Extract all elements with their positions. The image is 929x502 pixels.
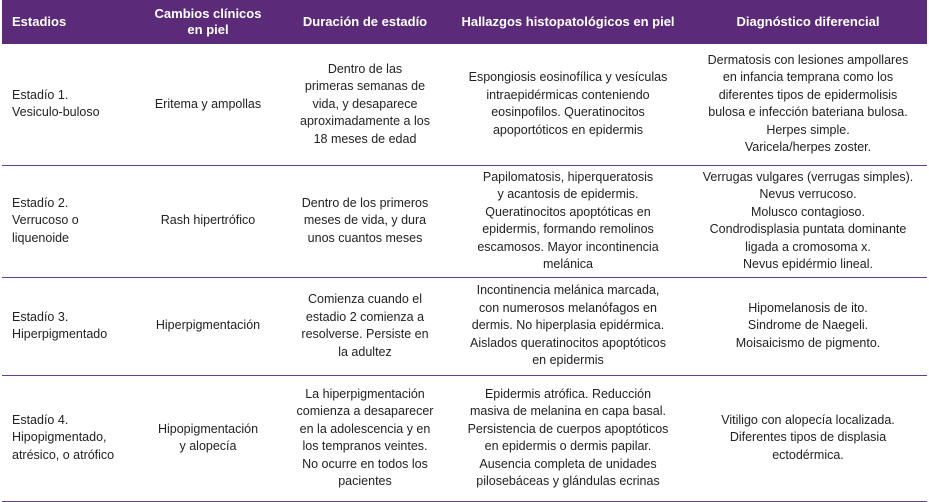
cell-line: Ausencia completa de unidades	[479, 456, 657, 471]
cell-line: comienza a desaparecer	[296, 404, 434, 418]
cell-line: Papilomatosis, hiperqueratosis	[482, 169, 654, 184]
header-hallazgos	[447, 0, 689, 44]
cell-stage	[2, 375, 133, 501]
cell-line: Espongiosis eosinofílica y vesículas	[468, 70, 668, 85]
cell-line: en epidermis o dermis papilar.	[484, 439, 652, 453]
cell-line: Condrodisplasia puntata dominante	[709, 222, 907, 236]
cell-line: Verrugas vulgares (verrugas simples).	[702, 169, 914, 184]
cell-line: primeras semanas de	[304, 79, 426, 93]
cell-findings	[447, 165, 689, 277]
cell-line: escamosos. Mayor incontinencia	[477, 239, 659, 254]
table-row	[2, 44, 927, 165]
header-line: Cambios clínicos	[154, 6, 262, 21]
cell-line: Nevus epidérmio lineal.	[743, 257, 873, 271]
cell-line: Diferentes tipos de displasia	[729, 430, 887, 445]
cell-line: meses de vida, y dura	[303, 213, 427, 228]
cell-line: Molusco contagioso.	[751, 204, 865, 219]
cell-stage	[2, 44, 133, 165]
cell-line: Estadío 3.	[12, 309, 69, 324]
cell-line: intraepidérmicas conteniendo	[486, 87, 650, 102]
header-cambios-clinicos	[133, 0, 283, 44]
cell-line: Queratinocitos apoptóticas en	[485, 204, 651, 219]
cell-line: Nevus verrucoso.	[759, 187, 857, 201]
cell-changes	[133, 165, 283, 277]
header-line: en piel	[187, 22, 229, 37]
cell-line: eosinpofilos. Queratinocitos	[491, 105, 645, 120]
cell-differential	[689, 165, 927, 277]
cell-stage	[2, 165, 133, 277]
header-line: Estadios	[12, 14, 67, 29]
cell-line: diferentes tipos de epidermolisis	[718, 87, 898, 102]
cell-line: vida, y desaparece	[312, 96, 418, 111]
cell-line: Hipopigmentado,	[12, 430, 107, 445]
cell-line: melánica	[542, 257, 594, 271]
cell-line: ligada a cromosoma x.	[745, 239, 871, 254]
cell-duration	[283, 44, 447, 165]
cell-line: No ocurre en todos los	[302, 456, 428, 471]
cell-line: la adultez	[338, 344, 392, 359]
stages-table	[2, 0, 927, 502]
cell-differential	[689, 375, 927, 501]
cell-findings	[447, 277, 689, 375]
cell-line: Dermatosis con lesiones ampollares	[707, 52, 909, 67]
cell-line: La hiperpigmentación	[305, 386, 425, 401]
header-line: Hallazgos histopatológicos en piel	[461, 14, 675, 29]
cell-line: Hipomelanosis de ito.	[748, 300, 868, 315]
cell-line: Aislados queratinocitos apoptóticos	[470, 335, 666, 350]
cell-line: Dentro de los primeros	[301, 195, 429, 210]
cell-line: con numerosos melanófagos en	[479, 300, 657, 315]
cell-stage	[2, 277, 133, 375]
cell-duration	[283, 165, 447, 277]
cell-duration	[283, 375, 447, 501]
cell-line: Estadío 1.	[12, 87, 69, 102]
cell-line: Estadío 4.	[12, 412, 69, 427]
cell-line: Hiperpigmentación	[155, 318, 261, 333]
cell-line: Verrucoso o	[12, 213, 79, 228]
cell-line: unos cuantos meses	[307, 230, 423, 245]
cell-line: Moisaicismo de pigmento.	[735, 335, 881, 350]
cell-line: en la adolescencia y en	[299, 421, 431, 436]
cell-line: pilosebáceas y glándulas ecrinas	[476, 474, 660, 488]
cell-findings	[447, 375, 689, 501]
cell-line: aproximadamente a los	[300, 114, 430, 128]
cell-line: 18 meses de edad	[313, 131, 417, 146]
cell-line: Dentro de las	[327, 61, 403, 76]
cell-line: apoportóticos en epidermis	[492, 122, 644, 137]
header-line: Diagnóstico diferencial	[736, 14, 880, 29]
cell-line: dermis. No hiperplasia epidérmica.	[471, 318, 665, 333]
cell-line: y alopecía	[179, 439, 237, 453]
cell-line: Persistencia de cuerpos apoptóticos	[467, 421, 669, 436]
cell-line: Eritema y ampollas	[154, 96, 262, 111]
cell-line: Varicela/herpes zoster.	[744, 140, 872, 155]
cell-duration	[283, 277, 447, 375]
cell-line: masiva de melanina en capa basal.	[470, 404, 666, 418]
cell-line: Sindrome de Naegeli.	[747, 318, 869, 333]
header-duracion	[283, 0, 447, 44]
cell-line: Estadío 2.	[12, 195, 69, 210]
cell-line: epidermis, formando remolinos	[482, 222, 654, 236]
cell-line: pacientes	[338, 474, 392, 488]
cell-line: Vesiculo-buloso	[12, 105, 100, 120]
header-line: Duración de estadío	[302, 14, 428, 29]
cell-changes	[133, 375, 283, 501]
cell-line: atrésico, o atrófico	[12, 447, 115, 462]
cell-line: Rash hipertrófico	[160, 213, 256, 228]
table-row	[2, 375, 927, 501]
table-header-row	[2, 0, 927, 44]
cell-line: estadio 2 comienza a	[305, 309, 425, 324]
cell-line: y acantosis de epidermis.	[497, 187, 639, 201]
cell-line: Comienza cuando el	[308, 292, 422, 306]
cell-changes	[133, 277, 283, 375]
cell-line: ectodérmica.	[772, 447, 844, 462]
cell-line: bulosa e infección bateriana bulosa.	[708, 105, 908, 120]
cell-line: liquenoide	[12, 230, 69, 245]
cell-line: Vitiligo con alopecía localizada.	[721, 412, 895, 427]
cell-differential	[689, 277, 927, 375]
header-diagnostico	[689, 0, 927, 44]
cell-differential	[689, 44, 927, 165]
cell-findings	[447, 44, 689, 165]
cell-line: Incontinencia melánica marcada,	[476, 283, 660, 298]
cell-line: en epidermis	[532, 353, 604, 368]
cell-line: Hiperpigmentado	[12, 327, 108, 341]
cell-line: Hipopigmentación	[157, 421, 259, 436]
cell-line: resolverse. Persiste en	[301, 327, 429, 341]
cell-line: en infancia temprana como los	[722, 70, 894, 85]
cell-changes	[133, 44, 283, 165]
table-row	[2, 165, 927, 277]
cell-line: Herpes simple.	[766, 122, 850, 137]
header-estadios	[2, 0, 133, 44]
cell-line: Epidermis atrófica. Reducción	[484, 386, 652, 401]
cell-line: los tempranos veintes.	[302, 439, 428, 453]
table-row	[2, 277, 927, 375]
